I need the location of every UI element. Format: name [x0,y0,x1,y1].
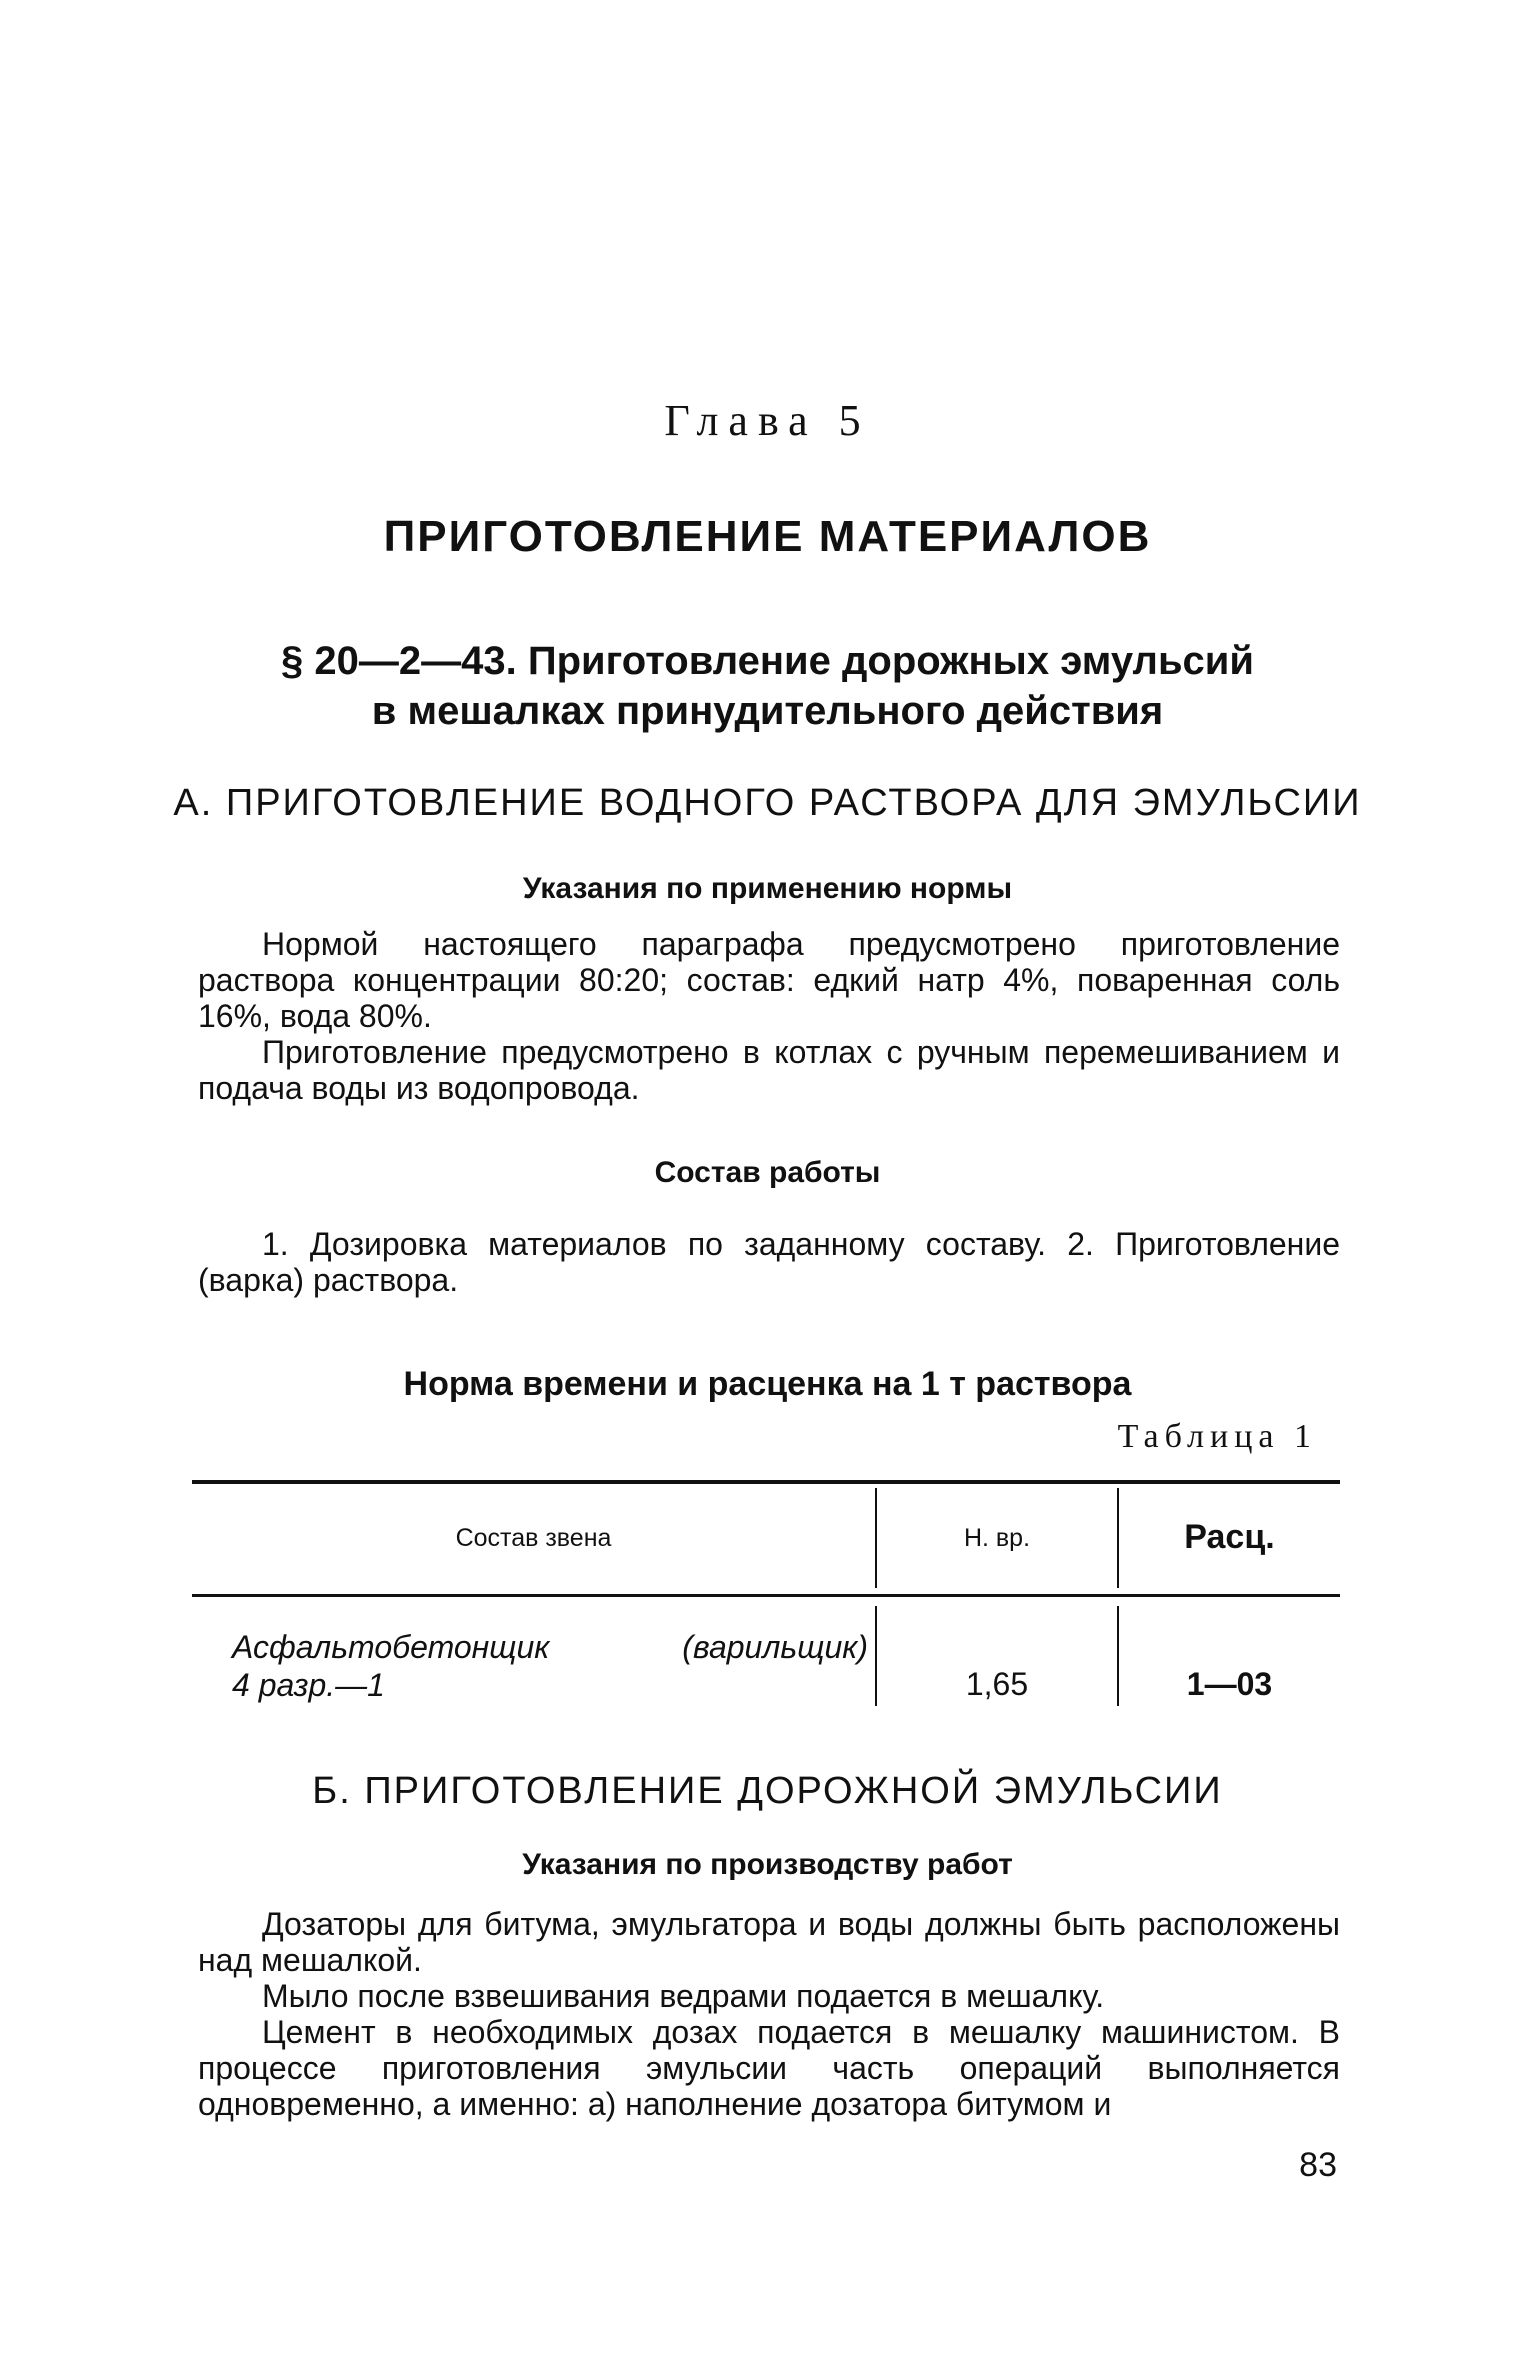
section-a-heading: А. ПРИГОТОВЛЕНИЕ ВОДНОГО РАСТВОРА ДЛЯ ЭМУЛЬСИИ [173,782,1362,824]
section-b-paragraphs [198,1906,1340,2122]
table-title: Норма времени и расценка на 1 т раствора [403,1365,1132,1403]
norm-instructions-heading: Указания по применению нормы [522,872,1013,905]
part-title: ПРИГОТОВЛЕНИЕ МАТЕРИАЛОВ [383,512,1152,561]
table-header-rule [192,1594,1340,1597]
header-crew: Состав звена [455,1524,612,1552]
section-title-line1: § 20—2—43. Приготовление дорожных эмульсий [281,639,1254,683]
section-b-heading: Б. ПРИГОТОВЛЕНИЕ ДОРОЖНОЙ ЭМУЛЬСИИ [312,1770,1223,1812]
crew-profession: Асфальтобетонщик [232,1629,550,1665]
row-time: 1,65 [965,1666,1029,1702]
paragraph-dispensers: Дозаторы для битума, эмульгатора и воды должны быть расположены над мешалкой. [198,1906,1340,1978]
paragraph-cement: Цемент в необходимых дозах подается в мешалку машинистом. В процессе приготовления эмульсии часть операций выполняется одновременно, а именно: а) наполнение дозатора битумом и [198,2014,1340,2122]
work-steps: 1. Дозировка материалов по заданному составу. 2. Приготовление (варка) раствора. [198,1226,1340,1298]
crew-specialty: (варильщик) [682,1629,868,1665]
table-label: Таблица 1 [1117,1418,1317,1455]
paragraph-soap: Мыло после взвешивания ведрами подается в мешалку. [262,1978,1105,2014]
production-instructions-heading: Указания по производству работ [522,1848,1013,1881]
work-composition-text [198,1226,1340,1298]
row-crew [232,1628,868,1704]
page-number: 83 [1299,2146,1337,2184]
header-rate: Расц. [1184,1518,1275,1556]
section-title [0,636,1535,736]
section-a-paragraphs [198,926,1340,1106]
crew-grade: 4 разр.—1 [232,1667,385,1703]
row-crew-line1 [232,1628,868,1666]
paragraph-preparation: Приготовление предусмотрено в котлах с ручным перемешиванием и подача воды из водопровода. [198,1034,1340,1106]
chapter-heading: Глава 5 [664,396,871,445]
table-top-rule [192,1480,1340,1484]
work-composition-heading: Состав работы [654,1156,881,1189]
paragraph-norm: Нормой настоящего параграфа предусмотрено приготовление раствора концентрации 80:20; состав: едкий натр 4%, поваренная соль 16%, вода 80%. [198,926,1340,1034]
section-title-line2: в мешалках принудительного действия [371,689,1164,733]
header-time: Н. вр. [963,1524,1031,1552]
row-rate: 1—03 [1186,1666,1273,1702]
